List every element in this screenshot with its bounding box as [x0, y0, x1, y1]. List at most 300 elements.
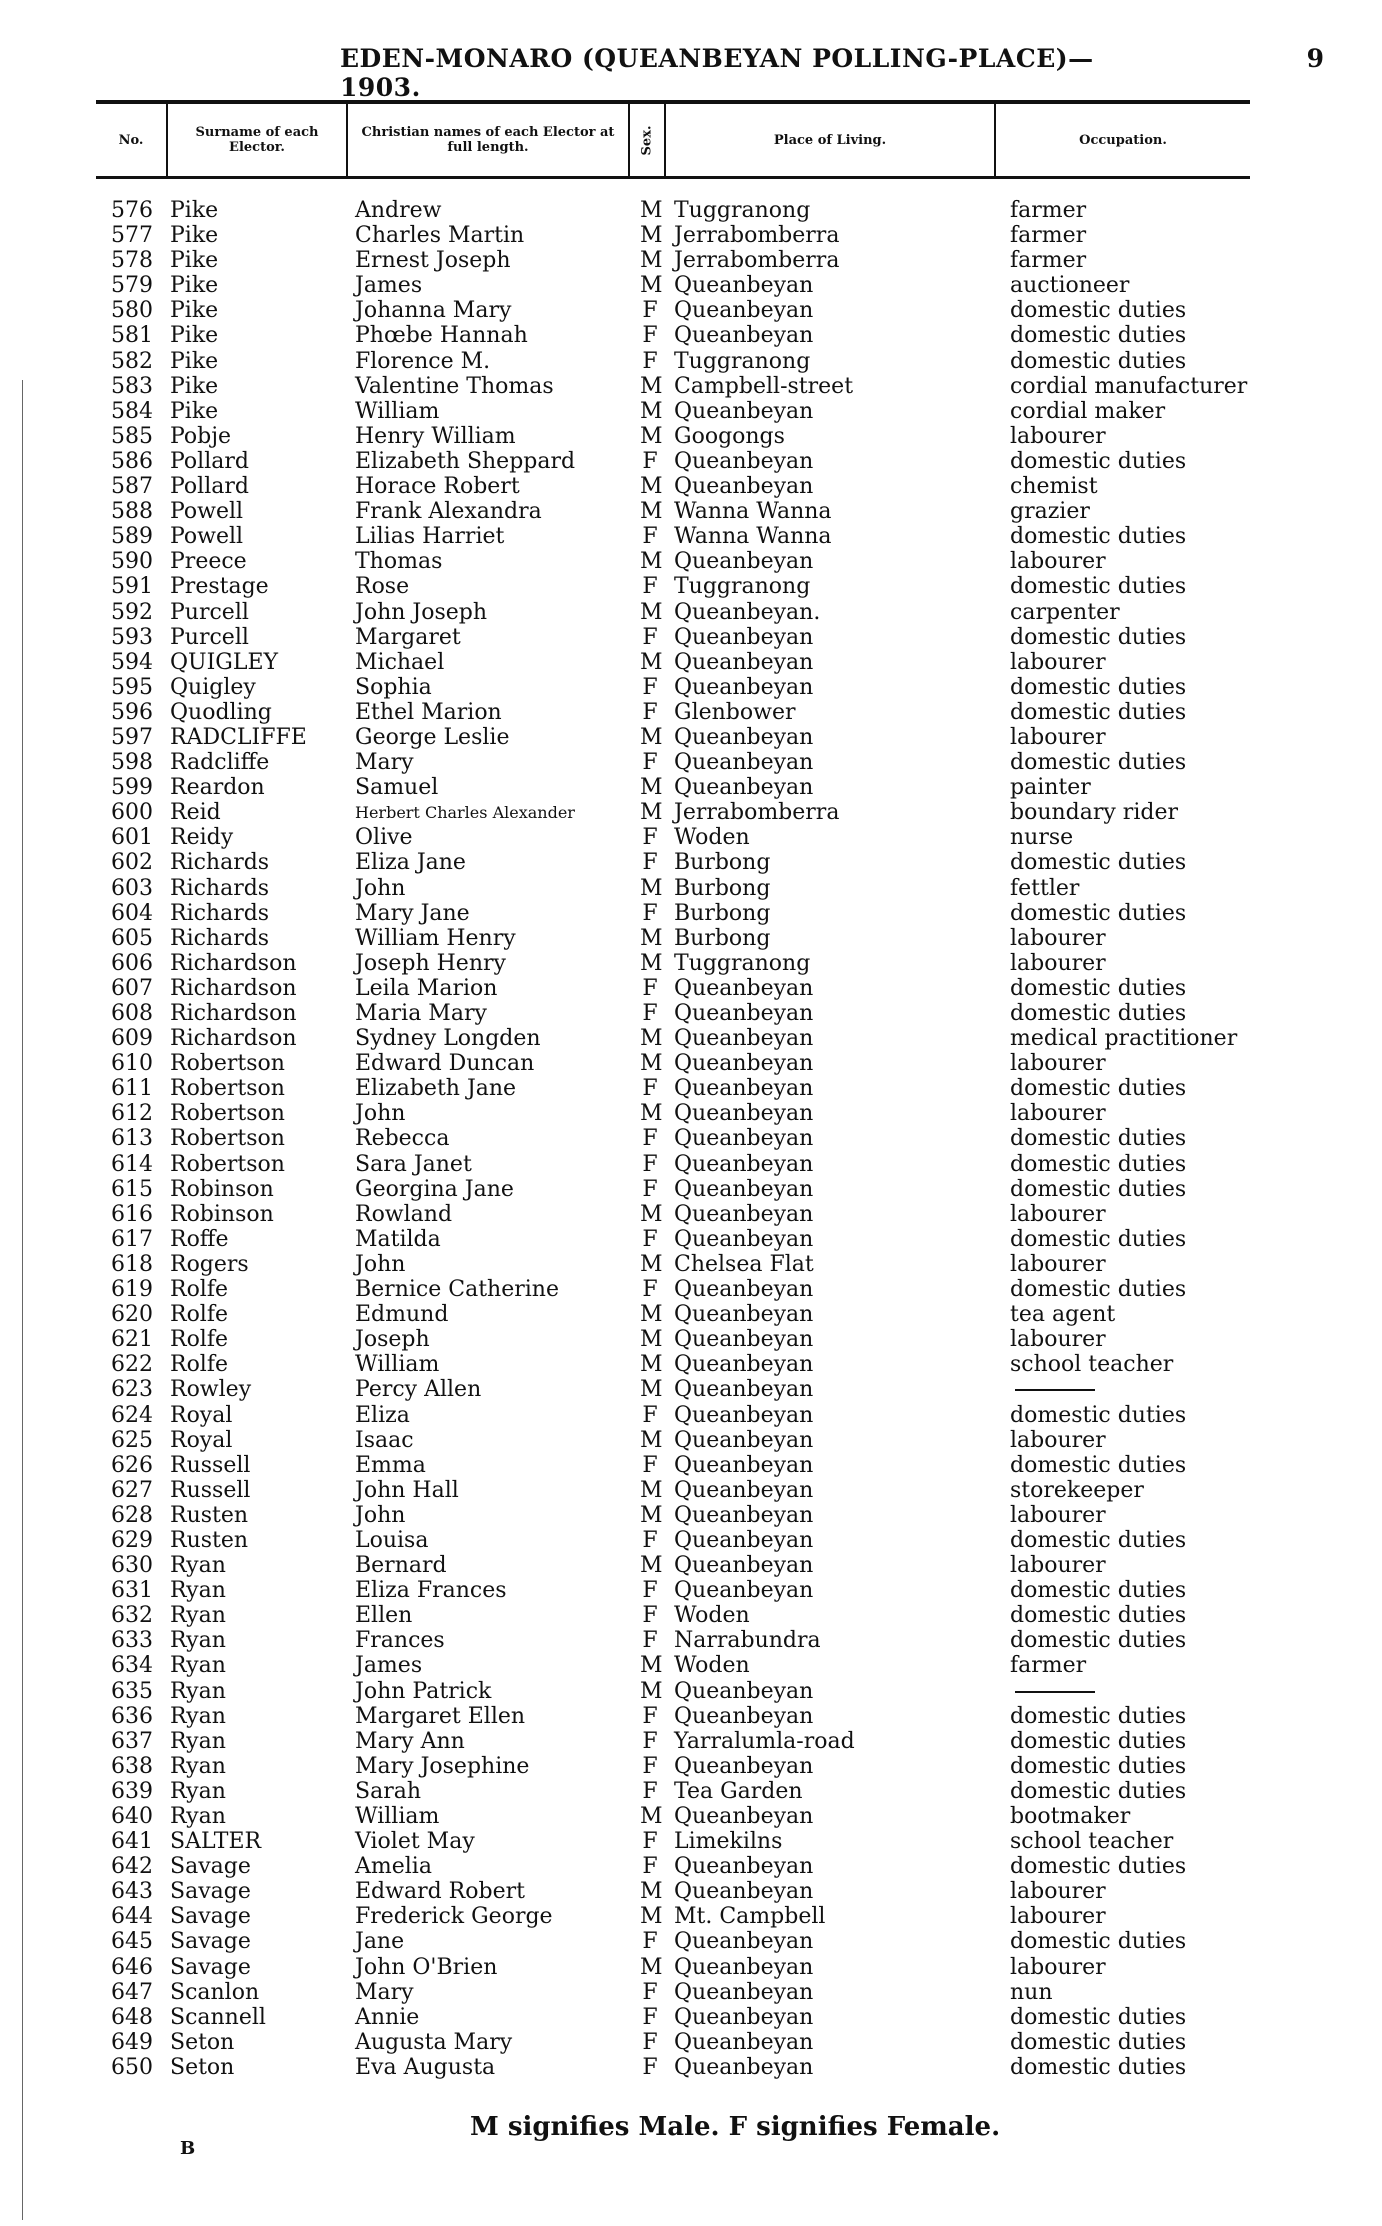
elector-christian-names: Andrew	[355, 198, 442, 223]
elector-sex: M	[640, 800, 663, 826]
elector-surname: Rusten	[170, 1502, 249, 1528]
elector-place: Queanbeyan	[674, 1979, 814, 2005]
elector-sex: F	[642, 1452, 658, 1478]
elector-christian-names: Matilda	[355, 1226, 441, 1252]
elector-sex: M	[640, 1954, 663, 1980]
elector-occupation: domestic duties	[1010, 1929, 1187, 1955]
elector-surname: Rolfe	[170, 1277, 229, 1303]
table-row	[0, 1804, 1382, 1829]
elector-occupation: tea agent	[1010, 1302, 1116, 1328]
elector-occupation: domestic duties	[1010, 1703, 1187, 1729]
elector-place: Queanbeyan	[674, 1377, 814, 1403]
table-row	[0, 1754, 1382, 1779]
elector-sex: M	[640, 1502, 663, 1528]
elector-christian-names: James	[355, 273, 423, 299]
elector-occupation: domestic duties	[1010, 850, 1187, 876]
elector-place: Woden	[674, 1653, 750, 1679]
elector-number: 600	[111, 800, 153, 826]
elector-place: Queanbeyan	[674, 1201, 814, 1227]
elector-number: 629	[111, 1527, 153, 1553]
elector-number: 650	[111, 2054, 153, 2080]
elector-number: 580	[111, 298, 153, 324]
elector-sex: M	[640, 724, 663, 750]
elector-number: 613	[111, 1126, 153, 1152]
table-row	[0, 424, 1382, 449]
table-row	[0, 675, 1382, 700]
elector-number: 621	[111, 1327, 153, 1353]
table-row	[0, 1829, 1382, 1854]
table-row	[0, 574, 1382, 599]
elector-sex: M	[640, 1251, 663, 1277]
elector-number: 628	[111, 1502, 153, 1528]
elector-surname: Royal	[170, 1402, 233, 1428]
elector-place: Queanbeyan	[674, 1277, 814, 1303]
table-row	[0, 901, 1382, 926]
table-row	[0, 1126, 1382, 1151]
table-row	[0, 625, 1382, 650]
elector-sex: M	[640, 775, 663, 801]
elector-christian-names: Horace Robert	[355, 474, 520, 500]
elector-number: 643	[111, 1879, 153, 1905]
elector-number: 595	[111, 674, 153, 700]
elector-christian-names: Johanna Mary	[355, 298, 512, 324]
elector-surname: Rogers	[170, 1251, 249, 1277]
elector-christian-names: Sophia	[355, 674, 432, 700]
table-row	[0, 1377, 1382, 1402]
elector-surname: Ryan	[170, 1804, 226, 1829]
elector-surname: Royal	[170, 1427, 233, 1453]
elector-number: 636	[111, 1703, 153, 1729]
elector-place: Queanbeyan	[674, 1703, 814, 1729]
elector-place: Tuggranong	[674, 198, 811, 223]
elector-number: 581	[111, 323, 153, 349]
elector-occupation: labourer	[1010, 1327, 1106, 1353]
elector-number: 637	[111, 1728, 153, 1754]
elector-surname: Scannell	[170, 2004, 266, 2030]
elector-surname: Pike	[170, 248, 219, 274]
occupation-dash	[1015, 1389, 1095, 1391]
table-row	[0, 1528, 1382, 1553]
elector-christian-names: John Hall	[355, 1477, 459, 1503]
elector-place: Queanbeyan	[674, 1678, 814, 1704]
table-row	[0, 1453, 1382, 1478]
elector-christian-names: Margaret Ellen	[355, 1703, 526, 1729]
table-row	[0, 850, 1382, 875]
elector-number: 633	[111, 1628, 153, 1654]
elector-number: 649	[111, 2029, 153, 2055]
elector-surname: Pobje	[170, 423, 232, 449]
elector-surname: Reardon	[170, 775, 265, 801]
table-row	[0, 1704, 1382, 1729]
elector-place: Queanbeyan	[674, 1854, 814, 1880]
elector-number: 634	[111, 1653, 153, 1679]
elector-surname: Rowley	[170, 1377, 252, 1403]
table-row	[0, 1980, 1382, 2005]
elector-place: Queanbeyan	[674, 1402, 814, 1428]
elector-place: Queanbeyan	[674, 1929, 814, 1955]
elector-place: Queanbeyan	[674, 549, 814, 575]
table-row	[0, 323, 1382, 348]
elector-occupation: domestic duties	[1010, 1001, 1187, 1026]
elector-place: Queanbeyan	[674, 323, 814, 349]
elector-christian-names: George Leslie	[355, 724, 510, 750]
elector-number: 614	[111, 1151, 153, 1177]
table-row	[0, 298, 1382, 323]
elector-number: 582	[111, 348, 153, 374]
elector-sex: F	[642, 348, 658, 374]
elector-surname: Radcliffe	[170, 750, 270, 776]
elector-number: 648	[111, 2004, 153, 2030]
elector-sex: M	[640, 398, 663, 424]
elector-surname: Rolfe	[170, 1327, 229, 1353]
elector-occupation: nun	[1010, 1979, 1053, 2005]
elector-christian-names: Rebecca	[355, 1126, 450, 1152]
elector-surname: Ryan	[170, 1678, 226, 1704]
elector-place: Queanbeyan	[674, 624, 814, 650]
elector-surname: Ryan	[170, 1553, 226, 1579]
elector-occupation: labourer	[1010, 423, 1106, 449]
elector-occupation: domestic duties	[1010, 1854, 1187, 1880]
elector-place: Limekilns	[674, 1829, 783, 1855]
elector-surname: Russell	[170, 1452, 251, 1478]
elector-surname: Richards	[170, 875, 270, 901]
table-row	[0, 1352, 1382, 1377]
occupation-dash	[1015, 1691, 1095, 1693]
elector-sex: M	[640, 1352, 663, 1378]
elector-occupation: medical practitioner	[1010, 1026, 1238, 1052]
elector-number: 624	[111, 1402, 153, 1428]
table-row	[0, 1403, 1382, 1428]
table-row	[0, 223, 1382, 248]
elector-sex: M	[640, 925, 663, 951]
elector-place: Queanbeyan	[674, 1527, 814, 1553]
table-row	[0, 650, 1382, 675]
elector-surname: Richardson	[170, 950, 297, 976]
elector-sex: F	[642, 524, 658, 550]
elector-place: Queanbeyan	[674, 2004, 814, 2030]
elector-number: 583	[111, 373, 153, 399]
elector-sex: F	[642, 1277, 658, 1303]
elector-surname: Prestage	[170, 574, 269, 600]
elector-occupation: domestic duties	[1010, 298, 1187, 324]
table-row	[0, 198, 1382, 223]
elector-surname: Scanlon	[170, 1979, 260, 2005]
elector-place: Tuggranong	[674, 348, 811, 374]
table-row	[0, 2055, 1382, 2080]
elector-occupation: farmer	[1010, 223, 1087, 249]
elector-christian-names: Thomas	[355, 549, 443, 575]
table-row	[0, 1101, 1382, 1126]
elector-place: Queanbeyan	[674, 674, 814, 700]
table-row	[0, 926, 1382, 951]
elector-surname: Robertson	[170, 1051, 285, 1077]
elector-place: Queanbeyan	[674, 1101, 814, 1127]
elector-sex: M	[640, 1427, 663, 1453]
elector-occupation: farmer	[1010, 198, 1087, 223]
elector-number: 623	[111, 1377, 153, 1403]
elector-christian-names: Percy Allen	[355, 1377, 482, 1403]
table-row	[0, 1327, 1382, 1352]
page-title: EDEN-MONARO (QUEANBEYAN POLLING-PLACE)—1903.	[340, 44, 1094, 102]
elector-sex: M	[640, 1477, 663, 1503]
elector-number: 603	[111, 875, 153, 901]
elector-christian-names: Maria Mary	[355, 1001, 487, 1026]
elector-occupation: cordial manufacturer	[1010, 373, 1248, 399]
elector-surname: Reidy	[170, 825, 234, 851]
elector-christian-names: John Joseph	[355, 599, 488, 625]
elector-number: 596	[111, 699, 153, 725]
elector-place: Queanbeyan	[674, 1001, 814, 1026]
elector-occupation: labourer	[1010, 1904, 1106, 1930]
elector-sex: M	[640, 1327, 663, 1353]
elector-number: 615	[111, 1176, 153, 1202]
elector-occupation: fettler	[1010, 875, 1080, 901]
elector-occupation: chemist	[1010, 474, 1098, 500]
elector-place: Queanbeyan	[674, 448, 814, 474]
elector-christian-names: Sara Janet	[355, 1151, 472, 1177]
elector-sex: F	[642, 2054, 658, 2080]
elector-christian-names: Frederick George	[355, 1904, 553, 1930]
elector-christian-names: Louisa	[355, 1527, 429, 1553]
elector-sex: M	[640, 599, 663, 625]
elector-occupation: painter	[1010, 775, 1091, 801]
elector-occupation: labourer	[1010, 925, 1106, 951]
elector-christian-names: Mary	[355, 750, 414, 776]
elector-surname: Pollard	[170, 474, 249, 500]
elector-number: 589	[111, 524, 153, 550]
elector-sex: F	[642, 1126, 658, 1152]
elector-surname: Russell	[170, 1477, 251, 1503]
elector-christian-names: Frank Alexandra	[355, 499, 542, 525]
elector-surname: Seton	[170, 2029, 235, 2055]
footer-note: M signifies Male. F signifies Female.	[470, 2112, 1001, 2142]
elector-surname: Pike	[170, 398, 219, 424]
elector-sex: M	[640, 1101, 663, 1127]
elector-surname: Pike	[170, 298, 219, 324]
table-row	[0, 1026, 1382, 1051]
elector-occupation: domestic duties	[1010, 1527, 1187, 1553]
table-row	[0, 1628, 1382, 1653]
elector-place: Queanbeyan	[674, 1026, 814, 1052]
elector-christian-names: Ethel Marion	[355, 699, 502, 725]
elector-christian-names: Florence M.	[355, 348, 491, 374]
table-row	[0, 1879, 1382, 1904]
elector-sex: M	[640, 474, 663, 500]
table-row	[0, 2030, 1382, 2055]
elector-place: Queanbeyan	[674, 1151, 814, 1177]
table-row	[0, 775, 1382, 800]
elector-place: Chelsea Flat	[674, 1251, 814, 1277]
elector-place: Queanbeyan	[674, 1051, 814, 1077]
elector-sex: F	[642, 1603, 658, 1629]
elector-surname: Savage	[170, 1954, 251, 1980]
elector-number: 647	[111, 1979, 153, 2005]
elector-christian-names: Herbert Charles Alexander	[355, 803, 575, 823]
elector-christian-names: Joseph	[355, 1327, 430, 1353]
elector-christian-names: Lilias Harriet	[355, 524, 505, 550]
elector-occupation: labourer	[1010, 1101, 1106, 1127]
header-place: Place of Living.	[666, 104, 996, 176]
elector-place: Queanbeyan	[674, 1427, 814, 1453]
table-row	[0, 449, 1382, 474]
elector-number: 612	[111, 1101, 153, 1127]
elector-surname: SALTER	[170, 1829, 262, 1855]
elector-place: Jerrabomberra	[674, 223, 840, 249]
elector-surname: Ryan	[170, 1703, 226, 1729]
elector-occupation: labourer	[1010, 1879, 1106, 1905]
table-row	[0, 600, 1382, 625]
table-row	[0, 1779, 1382, 1804]
elector-surname: Robinson	[170, 1176, 274, 1202]
elector-sex: F	[642, 850, 658, 876]
header-no: No.	[96, 104, 168, 176]
elector-christian-names: Margaret	[355, 624, 461, 650]
elector-occupation: domestic duties	[1010, 1628, 1187, 1654]
elector-sex: M	[640, 950, 663, 976]
elector-number: 632	[111, 1603, 153, 1629]
table-row	[0, 1152, 1382, 1177]
elector-place: Queanbeyan	[674, 1804, 814, 1829]
elector-christian-names: Ellen	[355, 1603, 413, 1629]
elector-occupation: bootmaker	[1010, 1804, 1131, 1829]
elector-place: Jerrabomberra	[674, 248, 840, 274]
elector-occupation: carpenter	[1010, 599, 1120, 625]
table-row	[0, 1051, 1382, 1076]
elector-sex: M	[640, 875, 663, 901]
elector-christian-names: Olive	[355, 825, 413, 851]
elector-number: 609	[111, 1026, 153, 1052]
elector-place: Woden	[674, 1603, 750, 1629]
elector-occupation: labourer	[1010, 1427, 1106, 1453]
elector-occupation: domestic duties	[1010, 1778, 1187, 1804]
elector-place: Burbong	[674, 925, 771, 951]
elector-occupation: farmer	[1010, 1653, 1087, 1679]
elector-place: Glenbower	[674, 699, 796, 725]
elector-sex: M	[640, 423, 663, 449]
elector-surname: Richardson	[170, 1026, 297, 1052]
elector-number: 617	[111, 1226, 153, 1252]
elector-surname: Ryan	[170, 1753, 226, 1779]
table-row	[0, 1503, 1382, 1528]
elector-sex: M	[640, 549, 663, 575]
elector-occupation: domestic duties	[1010, 624, 1187, 650]
elector-sex: M	[640, 223, 663, 249]
elector-sex: F	[642, 699, 658, 725]
elector-sex: F	[642, 1628, 658, 1654]
elector-number: 638	[111, 1753, 153, 1779]
elector-surname: Richards	[170, 900, 270, 926]
elector-occupation: domestic duties	[1010, 1452, 1187, 1478]
elector-surname: Richards	[170, 925, 270, 951]
elector-sex: F	[642, 323, 658, 349]
elector-christian-names: Mary Jane	[355, 900, 470, 926]
elector-sex: M	[640, 1904, 663, 1930]
elector-christian-names: Edmund	[355, 1302, 449, 1328]
table-row	[0, 474, 1382, 499]
elector-christian-names: John	[355, 875, 406, 901]
elector-occupation: domestic duties	[1010, 2029, 1187, 2055]
elector-place: Queanbeyan	[674, 649, 814, 675]
elector-place: Tuggranong	[674, 574, 811, 600]
elector-surname: Robertson	[170, 1151, 285, 1177]
elector-sex: M	[640, 1678, 663, 1704]
elector-number: 640	[111, 1804, 153, 1829]
elector-surname: Reid	[170, 800, 221, 826]
elector-occupation: domestic duties	[1010, 1603, 1187, 1629]
elector-occupation: nurse	[1010, 825, 1074, 851]
elector-surname: Pike	[170, 223, 219, 249]
elector-occupation: domestic duties	[1010, 900, 1187, 926]
elector-sex: F	[642, 298, 658, 324]
elector-sex: F	[642, 1402, 658, 1428]
table-row	[0, 1277, 1382, 1302]
elector-number: 631	[111, 1578, 153, 1604]
elector-surname: Savage	[170, 1854, 251, 1880]
elector-number: 604	[111, 900, 153, 926]
elector-christian-names: Ernest Joseph	[355, 248, 511, 274]
table-row	[0, 750, 1382, 775]
elector-place: Queanbeyan	[674, 1126, 814, 1152]
elector-place: Queanbeyan	[674, 1352, 814, 1378]
elector-occupation: domestic duties	[1010, 1176, 1187, 1202]
elector-christian-names: Henry William	[355, 423, 516, 449]
elector-christian-names: Georgina Jane	[355, 1176, 514, 1202]
elector-number: 611	[111, 1076, 153, 1102]
column-header	[96, 100, 1250, 179]
elector-place: Queanbeyan	[674, 1176, 814, 1202]
elector-place: Queanbeyan	[674, 1452, 814, 1478]
elector-occupation: domestic duties	[1010, 524, 1187, 550]
elector-place: Tuggranong	[674, 950, 811, 976]
elector-surname: Seton	[170, 2054, 235, 2080]
elector-occupation: labourer	[1010, 1251, 1106, 1277]
table-row	[0, 725, 1382, 750]
elector-surname: Savage	[170, 1879, 251, 1905]
elector-christian-names: Joseph Henry	[355, 950, 506, 976]
elector-place: Queanbeyan	[674, 273, 814, 299]
elector-christian-names: Rose	[355, 574, 410, 600]
elector-surname: Savage	[170, 1929, 251, 1955]
elector-christian-names: Elizabeth Jane	[355, 1076, 517, 1102]
elector-sex: F	[642, 624, 658, 650]
elector-number: 622	[111, 1352, 153, 1378]
table-row	[0, 1854, 1382, 1879]
elector-place: Tea Garden	[674, 1778, 803, 1804]
elector-occupation: farmer	[1010, 248, 1087, 274]
page-number: 9	[1306, 44, 1324, 73]
elector-christian-names: Eva Augusta	[355, 2054, 496, 2080]
elector-surname: Ryan	[170, 1778, 226, 1804]
table-row	[0, 349, 1382, 374]
elector-sex: F	[642, 674, 658, 700]
elector-number: 627	[111, 1477, 153, 1503]
elector-surname: Rusten	[170, 1527, 249, 1553]
elector-surname: Purcell	[170, 599, 249, 625]
elector-occupation: school teacher	[1010, 1352, 1174, 1378]
elector-number: 584	[111, 398, 153, 424]
elector-number: 606	[111, 950, 153, 976]
elector-place: Queanbeyan	[674, 1327, 814, 1353]
elector-sex: F	[642, 574, 658, 600]
table-row	[0, 499, 1382, 524]
elector-christian-names: William	[355, 1804, 440, 1829]
elector-place: Burbong	[674, 875, 771, 901]
elector-christian-names: Isaac	[355, 1427, 414, 1453]
header-surname: Surname of each Elector.	[168, 104, 348, 176]
elector-occupation: domestic duties	[1010, 674, 1187, 700]
elector-number: 641	[111, 1829, 153, 1855]
elector-occupation: labourer	[1010, 1954, 1106, 1980]
